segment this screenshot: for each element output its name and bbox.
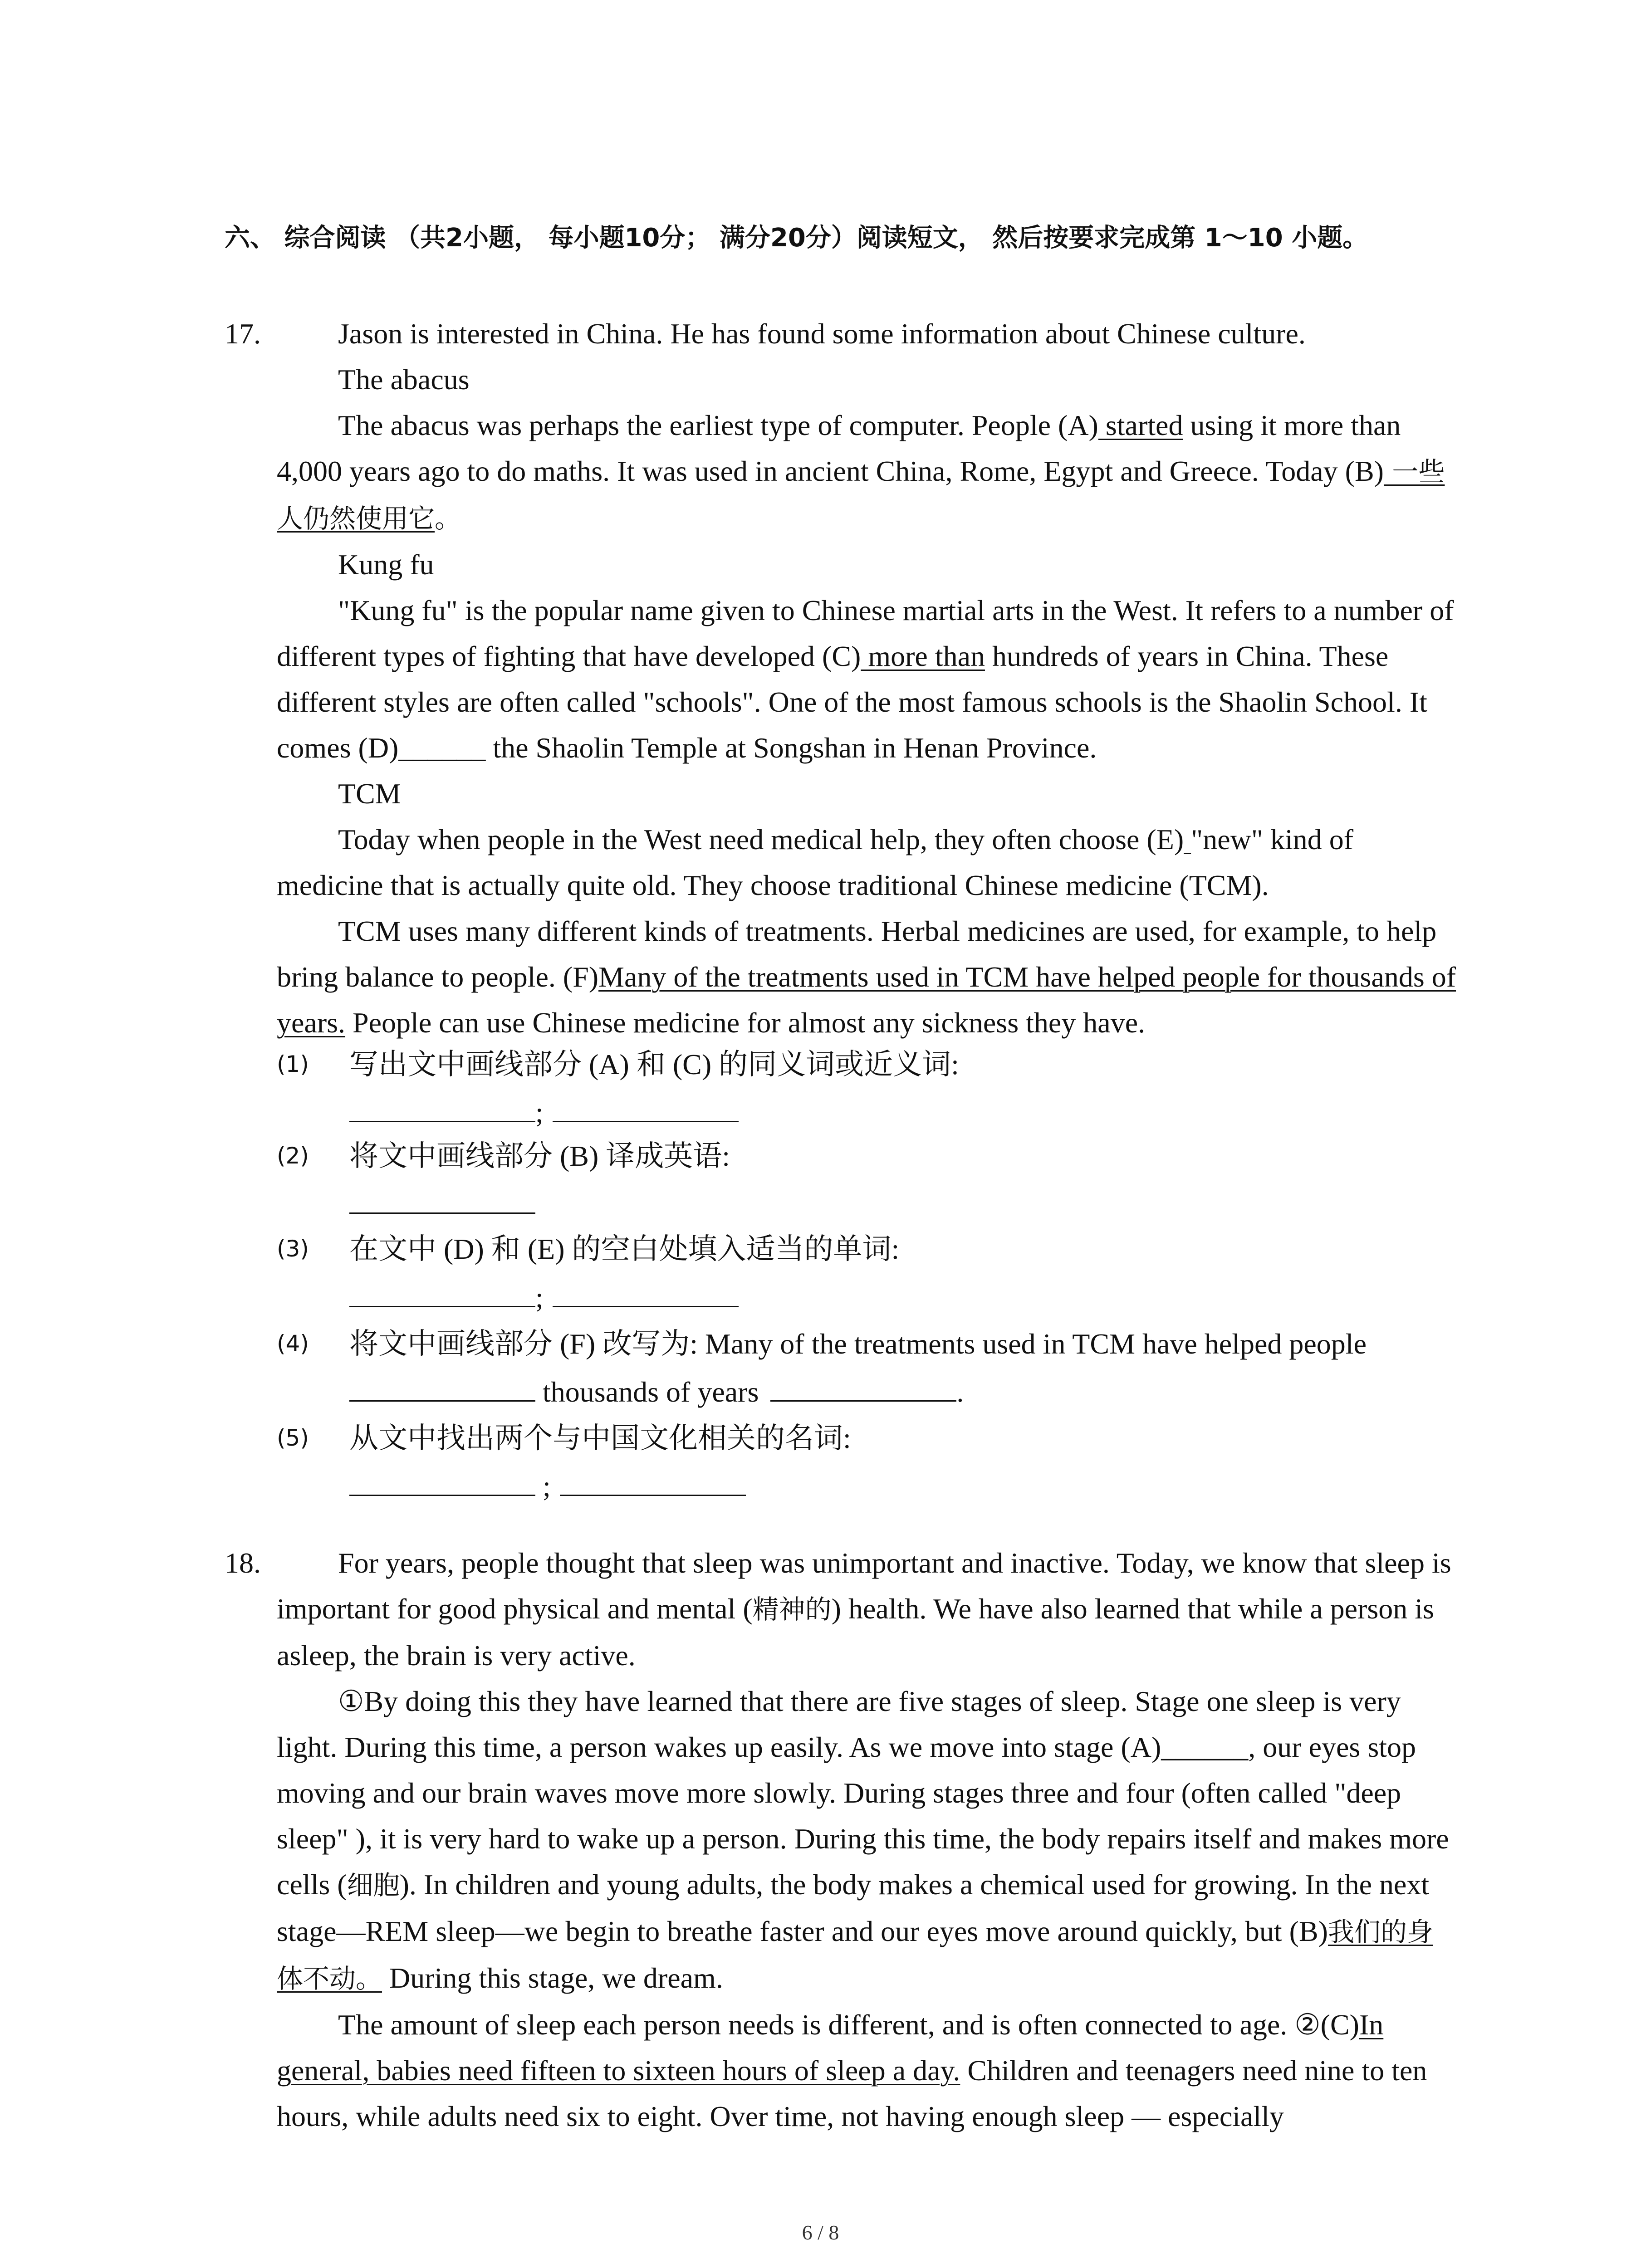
question-number-17: 17. — [225, 318, 261, 350]
text-run: People can use Chinese medicine for almost any sickness they have. — [345, 1007, 1146, 1039]
text-run: ). In children and young adults, the body makes a chemical used for growing. In the next stage—REM sleep—we begin to breathe faster and our eyes move around quickly, but (B) — [277, 1868, 1430, 1947]
kungfu-heading: Kung fu — [338, 548, 434, 581]
q18-paragraph-1 — [277, 1540, 1456, 1678]
tcm-paragraph-1 — [277, 816, 1456, 908]
separator: ; — [535, 1470, 551, 1502]
underlined-b: 一些人仍然使用它 — [277, 456, 1445, 534]
text-run: , our eyes stop moving and our brain waves move more slowly. During stages three and four (often called "deep sleep" ), it is very hard to wake up a person. During this time, the body repairs itself and makes more cells ( — [277, 1731, 1449, 1901]
separator: ; — [535, 1096, 544, 1129]
underlined-c: In general, babies need fifteen to sixteen hours of sleep a day. — [277, 2009, 1384, 2087]
answer-line-4 — [349, 1369, 964, 1415]
answer-blank[interactable] — [349, 1094, 535, 1122]
gloss: 细胞 — [347, 1870, 400, 1901]
subquestion-mark: (3) — [277, 1236, 309, 1262]
text-run: For years, people thought that sleep was unimportant and inactive. Today, we know that sleep is important for good physical and mental ( — [277, 1547, 1451, 1625]
subquestion-text: 在文中 (D) 和 (E) 的空白处填入适当的单词: — [349, 1233, 900, 1265]
blank-e — [1184, 823, 1191, 855]
text-run: the Shaolin Temple at Songshan in Henan Province. — [485, 732, 1097, 764]
subquestion-text: 写出文中画线部分 (A) 和 (C) 的同义词或近义词: — [349, 1048, 959, 1080]
question-number-18: 18. — [225, 1547, 261, 1579]
answer-blank[interactable] — [349, 1373, 535, 1402]
answer-blank[interactable] — [349, 1279, 535, 1307]
q17-intro: Jason is interested in China. He has found some information about Chinese culture. — [338, 318, 1306, 350]
q18-paragraph-2 — [277, 1678, 1456, 2002]
text-run: hundreds of years in China. These different styles are often called "schools". One of the most famous schools is the Shaolin School. It comes (D) — [277, 640, 1427, 764]
answer-blank[interactable] — [770, 1373, 956, 1402]
q17-passage — [277, 311, 1456, 1046]
separator: ; — [535, 1281, 544, 1314]
answer-line-3 — [349, 1275, 739, 1320]
gloss: 精神的 — [752, 1594, 832, 1625]
text-run: The abacus was perhaps the earliest type of computer. People (A) — [338, 409, 1098, 441]
text-run: The amount of sleep each person needs is different, and is often connected to age. ②(C) — [338, 2009, 1359, 2041]
text-run: Today when people in the West need medical help, they often choose (E) — [338, 823, 1184, 855]
text-run: "Kung fu" is the popular name given to Chinese martial arts in the West. It refers to a number of different types of fighting that have developed (C) — [277, 594, 1454, 672]
section-title: 六、 综合阅读 （共2小题， 每小题10分； 满分20分）阅读短文， 然后按要求完成第 1～10 小题。 — [225, 223, 1368, 253]
answer-blank[interactable] — [560, 1467, 746, 1496]
underlined-c: more than — [861, 640, 985, 672]
text-run: Children and teenagers need nine to ten hours, while adults need six to eight. Over time, not having enough sleep — especially — [277, 2054, 1427, 2132]
answer-blank[interactable] — [349, 1467, 535, 1496]
answer-blank[interactable] — [553, 1094, 739, 1122]
subquestion-text: 将文中画线部分 (F) 改写为: Many of the treatments used in TCM have helped people — [349, 1328, 1367, 1360]
text-run: thousands of years — [535, 1376, 766, 1408]
underlined-b: 我们的身体不动。 — [277, 1916, 1433, 1994]
text-run: ) health. We have also learned that while a person is asleep, the brain is very active. — [277, 1593, 1434, 1672]
answer-line-1 — [349, 1090, 739, 1135]
text-run: using it more than 4,000 years ago to do maths. It was used in ancient China, Rome, Egypt and Greece. Today (B) — [277, 409, 1401, 487]
underlined-a: started — [1098, 409, 1183, 441]
abacus-heading: The abacus — [338, 363, 470, 396]
blank-a: ______ — [1161, 1731, 1249, 1763]
text-run: During this stage, we dream. — [382, 1962, 723, 1994]
underlined-f: Many of the treatments used in TCM have helped people for thousands of years. — [277, 961, 1456, 1039]
tcm-paragraph-2 — [277, 908, 1456, 1046]
page-number: 6 / 8 — [802, 2221, 839, 2244]
subquestion-mark: (2) — [277, 1143, 309, 1169]
q18-passage — [277, 1540, 1456, 2139]
text-run: . — [956, 1376, 964, 1408]
answer-blank[interactable] — [349, 1185, 535, 1214]
tcm-heading: TCM — [338, 777, 401, 810]
subquestion-mark: (5) — [277, 1425, 309, 1451]
text-run: ①By doing this they have learned that there are five stages of sleep. Stage one sleep is very light. During this time, a person wakes up easily. As we move into stage (A) — [277, 1685, 1401, 1763]
subquestion-mark: (1) — [277, 1051, 309, 1077]
kungfu-paragraph — [277, 587, 1456, 771]
subquestion-text: 从文中找出两个与中国文化相关的名词: — [349, 1422, 851, 1454]
abacus-paragraph — [277, 402, 1456, 542]
blank-d: ______ — [398, 732, 486, 764]
answer-line-2 — [349, 1181, 535, 1227]
subquestion-text: 将文中画线部分 (B) 译成英语: — [349, 1140, 730, 1172]
q18-paragraph-3 — [277, 2002, 1456, 2139]
text-run: "new" kind of medicine that is actually quite old. They choose traditional Chinese medicine (TCM). — [277, 823, 1354, 901]
text-run: 。 — [435, 503, 461, 534]
subquestion-mark: (4) — [277, 1330, 309, 1357]
answer-blank[interactable] — [553, 1279, 739, 1307]
text-run: TCM uses many different kinds of treatments. Herbal medicines are used, for example, to help bring balance to people. (F) — [277, 915, 1437, 993]
answer-line-5 — [349, 1463, 746, 1509]
